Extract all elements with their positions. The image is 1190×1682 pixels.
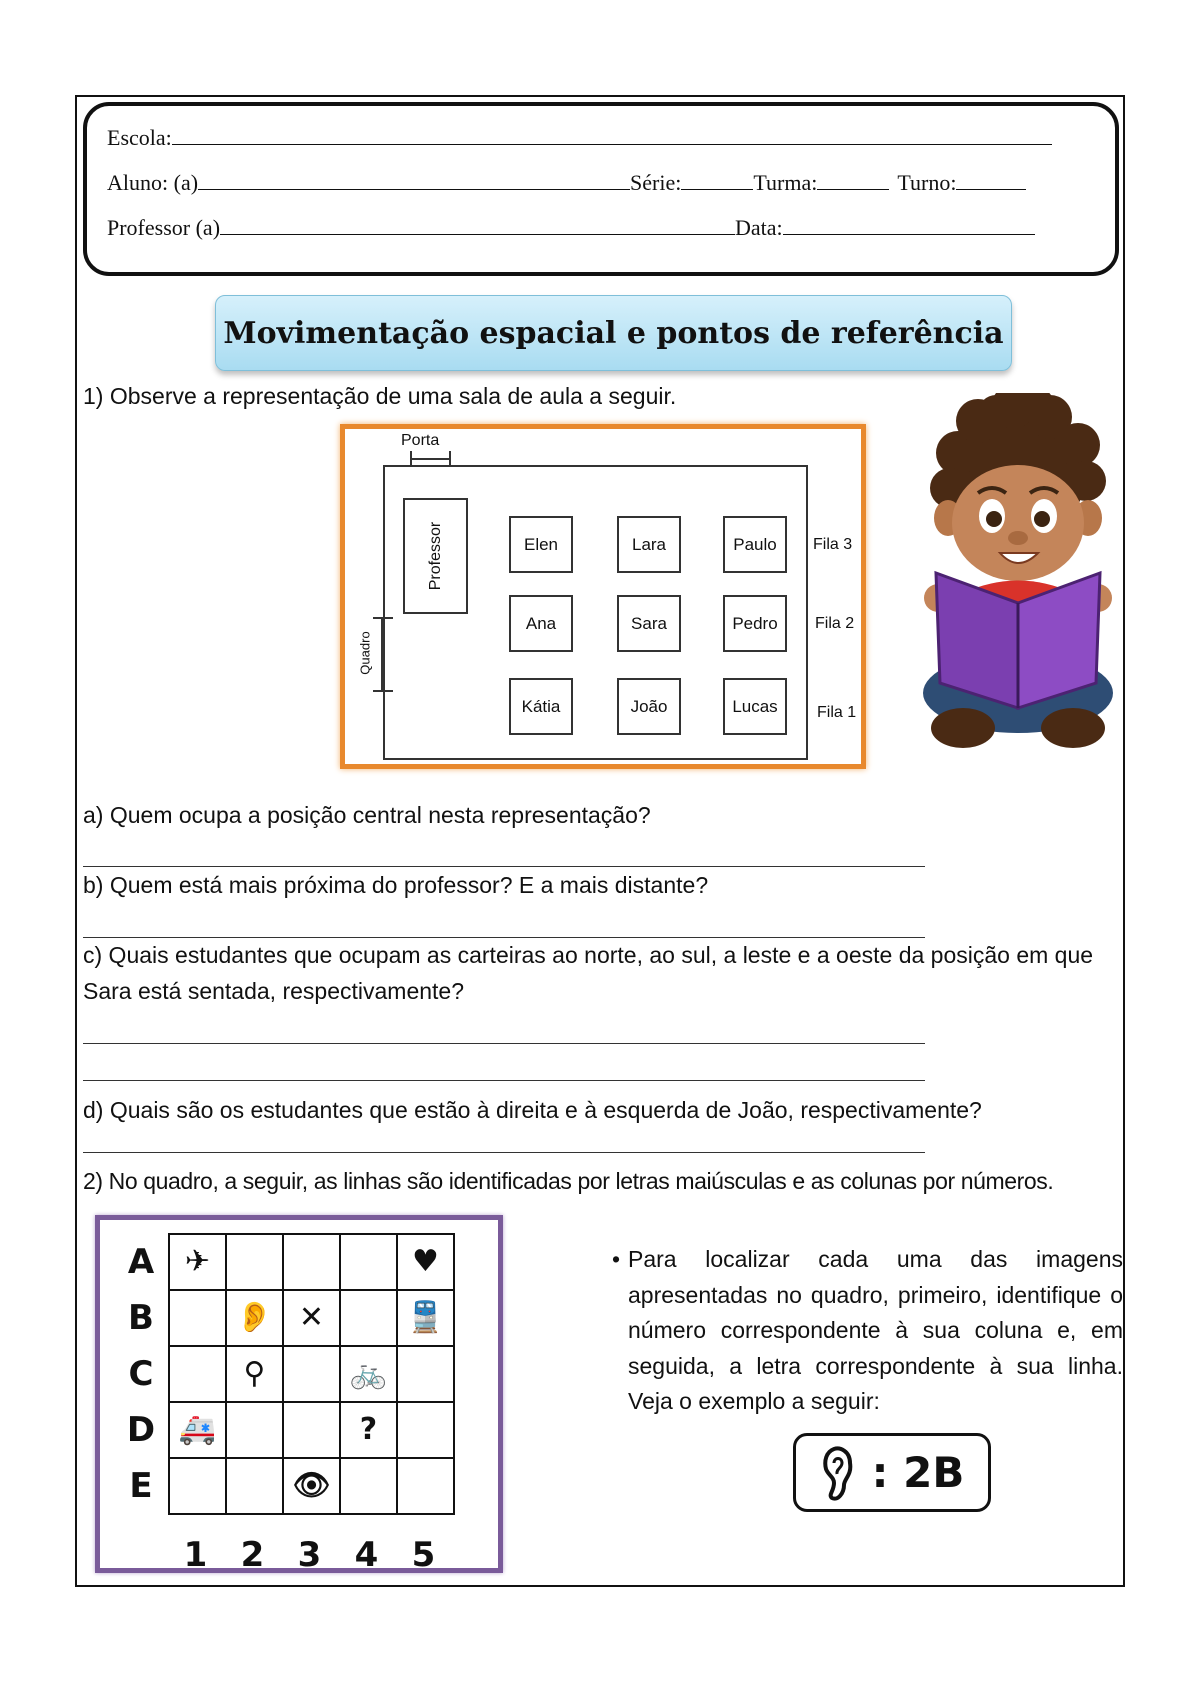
row-label-d: D [126, 1410, 156, 1450]
ear-icon: 👂 [235, 1300, 274, 1335]
row-label: Fila 2 [815, 615, 855, 632]
school-field[interactable] [172, 126, 1052, 145]
teacher-line [107, 215, 1035, 241]
grid-cell [226, 1290, 283, 1346]
shift-label: Turno: [897, 170, 957, 195]
class-field[interactable] [817, 171, 889, 190]
teacher-desk [403, 498, 468, 614]
row-label-a: A [127, 1242, 155, 1282]
desk: Lucas [723, 678, 787, 735]
grid-cell [169, 1346, 226, 1402]
grid-cell [169, 1402, 226, 1458]
train-icon: 🚆 [406, 1300, 445, 1335]
q2-prompt: 2) No quadro, a seguir, as linhas são identificadas por letras maiúsculas e as colunas por números. [83, 1168, 1054, 1194]
grid-cell [340, 1290, 397, 1346]
grid-row [169, 1290, 454, 1346]
col-label-1: 1 [183, 1535, 208, 1575]
grid-row [169, 1402, 454, 1458]
grid-cell [340, 1402, 397, 1458]
grid-cell [340, 1458, 397, 1514]
x-icon: ✕ [298, 1300, 325, 1335]
q1-b: b) Quem está mais próxima do professor? E a mais distante? [83, 872, 709, 898]
title-banner [215, 295, 1012, 371]
col-label-4: 4 [354, 1535, 379, 1575]
airplane-icon: ✈ [184, 1244, 211, 1279]
key-icon: ⚲ [243, 1356, 266, 1391]
instruction-text: Para localizar cada uma das imagens apresentadas no quadro, primeiro, identifique o número correspondente à sua coluna e, em seguida, a letra correspondente à sua linha. Veja o exemplo a seguir: [628, 1246, 1123, 1414]
grid-table [168, 1233, 455, 1515]
desk: Lara [617, 516, 681, 573]
grid-cell [283, 1290, 340, 1346]
heart-icon: ♥ [412, 1244, 439, 1279]
grid-cell [226, 1346, 283, 1402]
grid-cell [226, 1234, 283, 1290]
q2-instruction [612, 1242, 1123, 1420]
q1-d: d) Quais são os estudantes que estão à direita e à esquerda de João, respectivamente? [83, 1097, 982, 1123]
desk: Ana [509, 595, 573, 652]
col-label-5: 5 [411, 1535, 436, 1575]
answer-line[interactable] [83, 1043, 925, 1044]
row-label: Fila 1 [817, 704, 857, 721]
school-line [107, 125, 1052, 151]
student-line [107, 170, 1026, 196]
row-label: Fila 3 [813, 536, 853, 553]
row-label-e: E [129, 1466, 153, 1506]
student-label: Aluno: (a) [107, 170, 199, 195]
desk: Elen [509, 516, 573, 573]
grid-cell [283, 1458, 340, 1514]
desk: João [617, 678, 681, 735]
desk: Paulo [723, 516, 787, 573]
grade-label: Série: [630, 170, 682, 195]
grid-cell [397, 1458, 454, 1514]
board-tick-bottom [373, 690, 393, 692]
grid-row [169, 1234, 454, 1290]
class-label: Turma: [753, 170, 818, 195]
classroom-diagram [340, 424, 866, 769]
col-label-2: 2 [240, 1535, 265, 1575]
grid-cell [169, 1458, 226, 1514]
grid-cell [340, 1346, 397, 1402]
q1-c: c) Quais estudantes que ocupam as carteiras ao norte, ao sul, a leste e a oeste da posição em que Sara está sentada, respectivamente? [83, 942, 1094, 1004]
grade-field[interactable] [681, 171, 753, 190]
teacher-field[interactable] [220, 216, 735, 235]
row-label-b: B [128, 1298, 154, 1338]
student-field[interactable] [198, 171, 630, 190]
grid-cell [283, 1234, 340, 1290]
grid-cell [397, 1234, 454, 1290]
example-box [793, 1433, 991, 1512]
grid-cell [169, 1290, 226, 1346]
grid-cell [283, 1346, 340, 1402]
boy-reading-illustration [918, 393, 1118, 773]
answer-line[interactable] [83, 1080, 925, 1081]
q1-a: a) Quem ocupa a posição central nesta representação? [83, 802, 651, 828]
school-label: Escola: [107, 125, 172, 150]
ear-icon [820, 1445, 860, 1501]
board-tick-top [373, 617, 393, 619]
grid-cell [226, 1458, 283, 1514]
desk: Sara [617, 595, 681, 652]
example-text: : 2B [871, 1448, 965, 1497]
page-title: Movimentação espacial e pontos de referência [223, 315, 1004, 351]
q1-prompt: 1) Observe a representação de uma sala de aula a seguir. [83, 383, 677, 409]
bicycle-icon: 🚲 [349, 1356, 388, 1391]
grid-cell [397, 1290, 454, 1346]
desk: Kátia [509, 678, 573, 735]
row-label-c: C [128, 1354, 154, 1394]
date-label: Data: [735, 215, 783, 240]
eye-icon: 👁 [292, 1468, 331, 1503]
board-line [381, 617, 383, 690]
door-marker [410, 458, 450, 460]
date-field[interactable] [783, 216, 1035, 235]
grid-cell [226, 1402, 283, 1458]
coordinate-grid [95, 1215, 503, 1573]
teacher-label: Professor [426, 521, 444, 591]
question-icon: ? [359, 1412, 378, 1447]
grid-cell [397, 1346, 454, 1402]
desk: Pedro [723, 595, 787, 652]
grid-row [169, 1458, 454, 1514]
col-label-3: 3 [297, 1535, 322, 1575]
door-label: Porta [401, 432, 440, 449]
bullet: • [612, 1246, 621, 1272]
answer-line[interactable] [83, 1152, 925, 1153]
board-label: Quadro [357, 631, 373, 675]
grid-row [169, 1346, 454, 1402]
teacher-label: Professor (a) [107, 215, 221, 240]
ambulance-icon: 🚑 [178, 1412, 217, 1447]
grid-cell [283, 1402, 340, 1458]
grid-cell [340, 1234, 397, 1290]
grid-cell [169, 1234, 226, 1290]
shift-field[interactable] [956, 171, 1026, 190]
grid-cell [397, 1402, 454, 1458]
